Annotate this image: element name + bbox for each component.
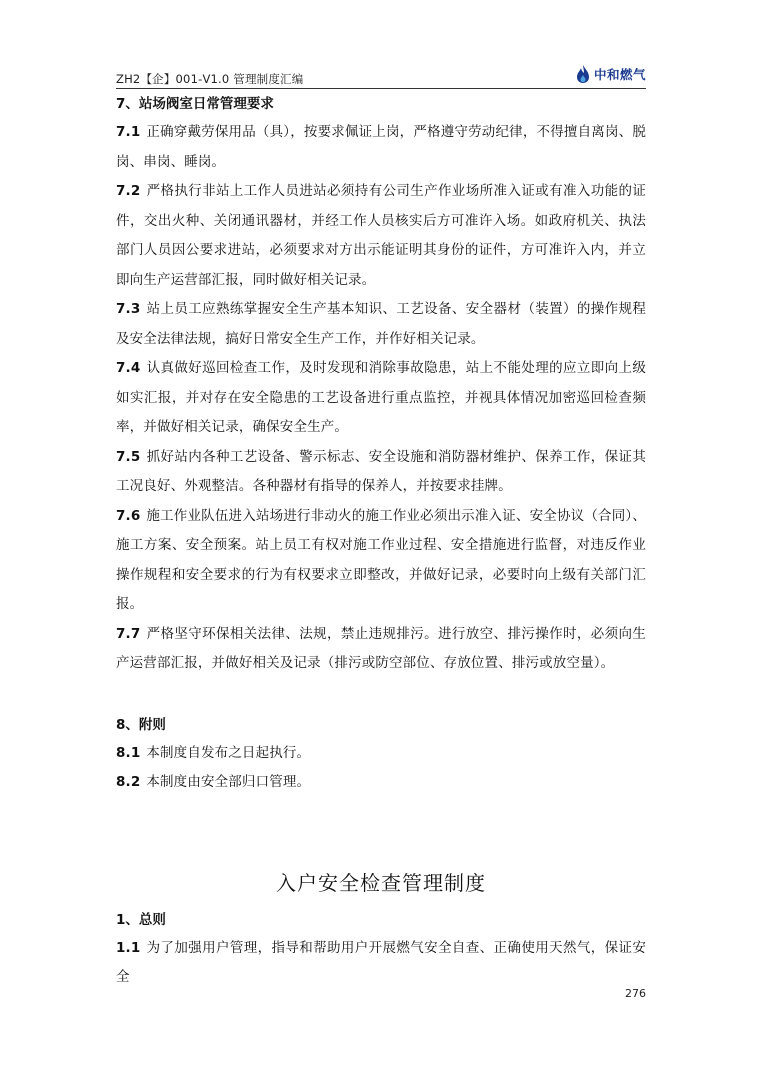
clause-7-5 [116, 443, 646, 502]
clause-7-7 [116, 620, 646, 679]
clause-text: 本制度由安全部归口管理。 [146, 774, 311, 790]
section-7-heading: 7、站场阀室日常管理要求 [116, 96, 274, 112]
document-body [116, 90, 646, 993]
clause-text: 站上员工应熟练掌握安全生产基本知识、工艺设备、安全器材（装置）的操作规程及安全法律法规，搞好日常安全生产工作，并作好相关记录。 [116, 301, 646, 347]
page-number: 276 [625, 987, 646, 1000]
clause-1-1 [116, 934, 646, 993]
clause-7-2 [116, 177, 646, 295]
clause-7-6 [116, 502, 646, 620]
clause-text: 本制度自发布之日起执行。 [146, 744, 311, 761]
clause-number: 7.5 [116, 448, 141, 465]
clause-text: 施工作业队伍进入站场进行非动火的施工作业必须出示准入证、安全协议（合同）、施工方案、安全预案。站上员工有权对施工作业过程、安全措施进行监督，对违反作业操作规程和安全要求的行为有权要求立即整改，并做好记录，必要时向上级有关部门汇报。 [116, 507, 646, 612]
clause-number: 7.4 [116, 360, 141, 376]
clause-number: 8.1 [116, 744, 141, 761]
clause-7-4 [116, 354, 646, 443]
clause-number: 7.1 [116, 124, 141, 140]
clause-number: 7.6 [116, 507, 141, 524]
clause-text: 严格执行非站上工作人员进站必须持有公司生产作业场所准入证或有准入功能的证件，交出火种、关闭通讯器材，并经工作人员核实后方可准许入场。如政府机关、执法部门人员因公要求进站，必须要求对方出示能证明其身份的证件，方可准许入内，并立即向生产运营部汇报，同时做好相关记录。 [116, 183, 646, 288]
clause-7-3 [116, 295, 646, 354]
clause-text: 严格坚守环保相关法律、法规，禁止违规排污。进行放空、排污操作时，必须向生产运营部汇报，并做好相关及记录（排污或防空部位、存放位置、排污或放空量）。 [116, 625, 646, 671]
section-8-heading: 8、附则 [116, 716, 166, 733]
clause-text: 为了加强用户管理，指导和帮助用户开展燃气安全自查、正确使用天然气，保证安全 [116, 939, 646, 985]
clause-text: 认真做好巡回检查工作，及时发现和消除事故隐患，站上不能处理的应立即向上级如实汇报，并对存在安全隐患的工艺设备进行重点监控，并视具体情况加密巡回检查频率，并做好相关记录，确保安全生产。 [116, 360, 646, 435]
document-title: 入户安全检查管理制度 [276, 870, 486, 895]
clause-text: 正确穿戴劳保用品（具），按要求佩证上岗，严格遵守劳动纪律，不得擅自离岗、脱岗、串岗、睡岗。 [116, 124, 646, 170]
clause-8-2 [116, 768, 646, 798]
company-logo [575, 63, 646, 85]
flame-icon [575, 64, 591, 84]
clause-number: 1.1 [116, 939, 141, 956]
clause-number: 7.7 [116, 625, 141, 642]
clause-text: 抓好站内各种工艺设备、警示标志、安全设施和消防器材维护、保养工作，保证其工况良好、外观整洁。各种器材有指导的保养人，并按要求挂牌。 [116, 448, 646, 494]
general-heading: 1、总则 [116, 911, 166, 928]
spacer [116, 679, 646, 711]
clause-number: 7.3 [116, 301, 141, 317]
page-header [116, 58, 646, 89]
clause-number: 7.2 [116, 183, 141, 199]
header-title: ZH2【企】001-V1.0 管理制度汇编 [116, 72, 304, 86]
clause-8-1 [116, 739, 646, 769]
spacer [116, 798, 646, 868]
clause-number: 8.2 [116, 774, 141, 790]
logo-text: 中和燃气 [593, 67, 646, 82]
spacer [116, 898, 646, 906]
clause-7-1 [116, 118, 646, 177]
